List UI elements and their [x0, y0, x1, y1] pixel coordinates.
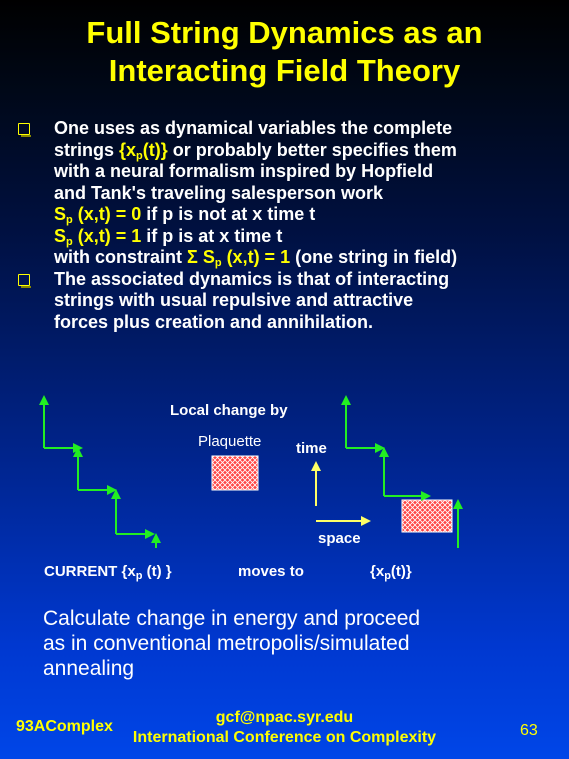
bullet-1-line-5: $S_p$ (x,t) = 0 if p is not at x time t — [54, 204, 316, 226]
bullet-1-line-2: strings $\{x_p(t)\}$ or probably better specifies them — [54, 139, 457, 162]
bullet-2-line-2: strings with usual repulsive and attractive — [54, 290, 414, 310]
plaquette-label: Plaquette — [198, 433, 262, 450]
current-string-label: CURRENT {$x_p$ (t) } — [44, 563, 172, 582]
calculate-line-2: as in conventional metropolis/simulated — [43, 632, 410, 655]
calculate-line-1: Calculate change in energy and proceed — [43, 607, 421, 630]
bullet-1-line-1: One uses as dynamical variables the complete — [54, 118, 453, 138]
bullet-1-line-4: and Tank's traveling salesperson work — [54, 182, 384, 203]
bullet-1-line-7: with constraint Σ $S_p$ (x,t) = 1 (one string in field) — [54, 247, 458, 269]
bullet-2-line-1: The associated dynamics is that of interacting — [54, 268, 450, 289]
calculate-text — [43, 606, 543, 681]
time-space-axes — [316, 466, 366, 521]
title-line-2: Interacting Field Theory — [108, 53, 461, 88]
current-string — [44, 400, 156, 548]
target-string-label: $\{x_p(t)\}$ — [370, 563, 412, 582]
time-axis-label: time — [296, 440, 327, 457]
bullet-1-line-3: with a neural formalism inspired by Hopfield — [54, 161, 434, 181]
footer-left: 93AComplex — [16, 718, 113, 735]
title-line-1: Full String Dynamics as an — [86, 15, 483, 50]
calculate-line-3: annealing — [43, 657, 135, 680]
bullet-1-line-6: $S_p$ (x,t) = 1 if p is at x time t — [54, 225, 283, 248]
footer-center — [0, 708, 569, 748]
local-change-label: Local change by — [170, 402, 288, 419]
page-number: 63 — [520, 722, 538, 739]
moved-plaquette-icon — [402, 500, 452, 532]
bullet-2-line-3: forces plus creation and annihilation. — [54, 311, 374, 332]
plaquette-icon — [212, 456, 258, 490]
moves-to-label: moves to — [238, 563, 304, 580]
footer-conference: International Conference on Complexity — [132, 729, 437, 746]
space-axis-label: space — [318, 530, 361, 547]
footer-email: gcf@npac.syr.edu — [215, 709, 354, 726]
